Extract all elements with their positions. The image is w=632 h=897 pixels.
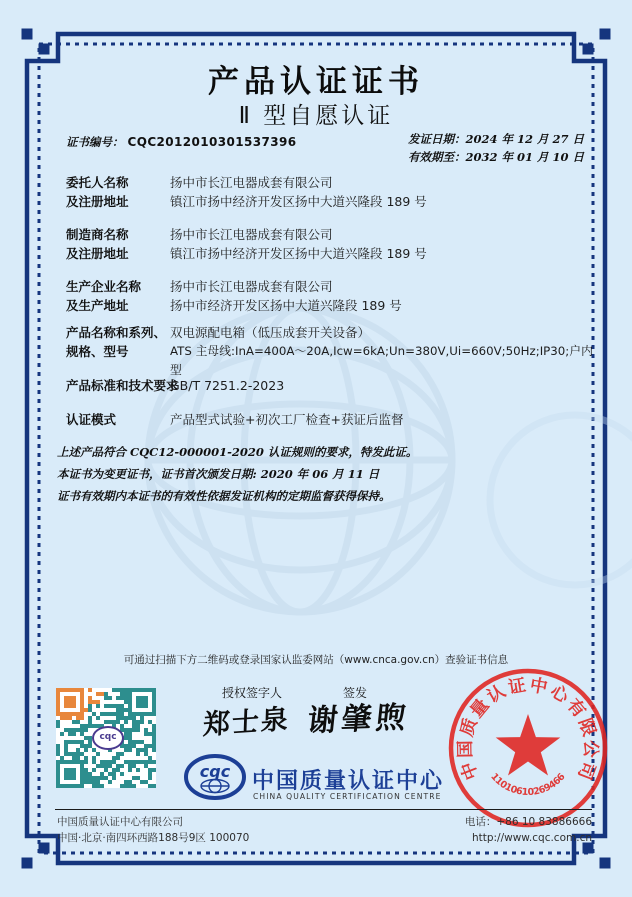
field-label: 委托人名称 (66, 175, 129, 190)
field-label: 及注册地址 (66, 194, 129, 209)
certificate-title: 产品认证证书 (208, 64, 424, 100)
field-label: 产品标准和技术要求 (66, 378, 179, 393)
field-label: 产品名称和系列、 (66, 325, 167, 340)
signatory-signature: 郑士泉 (202, 703, 291, 742)
footer-address: 中国·北京·南四环西路188号9区 100070 (57, 832, 250, 844)
certificate-subtitle: Ⅱ 型自愿认证 (238, 103, 394, 129)
field-label: 规格、型号 (66, 344, 129, 359)
field-label: 生产企业名称 (66, 279, 142, 294)
field-label: 及生产地址 (66, 298, 129, 313)
qr-verification-note: 可通过扫描下方二维码或登录国家认监委网站（www.cnca.gov.cn）查验证书信息 (123, 654, 509, 666)
statement-line: 证书有效期内本证书的有效性依据发证机构的定期监督获得保持。 (57, 489, 391, 503)
footer-phone: 电话：+86 10 83886666 (464, 816, 592, 828)
signatory-label: 授权签字人 (222, 686, 283, 700)
footer-left (57, 814, 249, 846)
field-value: 扬中市长江电器成套有限公司 (170, 227, 333, 242)
footer-divider (55, 809, 592, 810)
field-label: 及注册地址 (66, 246, 129, 261)
field-value: GB/T 7251.2-2023 (170, 378, 285, 393)
footer-website: http://www.cqc.com.cn (471, 832, 592, 844)
issuer-signature: 谢肇煦 (305, 700, 412, 739)
expiry-date-label: 有效期至： (408, 149, 466, 164)
org-name-en: CHINA QUALITY CERTIFICATION CENTRE (253, 792, 442, 801)
issue-date: 2024 年 12 月 27 日 (465, 132, 585, 146)
issuer-label: 签发 (343, 686, 368, 700)
certificate-number: CQC2012010301537396 (127, 135, 297, 149)
field-value: 产品型式试验+初次工厂检查+获证后监督 (170, 412, 404, 427)
field-value: 扬中市长江电器成套有限公司 (170, 175, 333, 190)
footer-right (465, 814, 592, 846)
issue-date-label: 发证日期： (408, 132, 466, 146)
certificate-number-label: 证书编号： (66, 135, 124, 149)
qr-center-logo-icon: cqc (92, 726, 124, 750)
expiry-date: 2032 年 01 月 10 日 (465, 149, 585, 164)
seal-number: 11010610269466 (488, 771, 568, 799)
seal-ring-text: 中国质量认证中心有限公司 (455, 675, 601, 783)
field-value: ATS 主母线:InA=400A～20A,Icw=6kA;Un=380V,Ui=660V;50Hz;IP30;户内型 (170, 344, 593, 377)
org-name-cn: 中国质量认证中心 (252, 769, 445, 794)
field-value: 镇江市扬中经济开发区扬中大道兴隆段 189 号 (170, 246, 427, 261)
field-label: 制造商名称 (66, 227, 129, 242)
field-value: 扬中市长江电器成套有限公司 (170, 279, 333, 294)
svg-text:cqc: cqc (199, 762, 231, 781)
field-value: 镇江市扬中经济开发区扬中大道兴隆段 189 号 (170, 194, 427, 209)
field-value: 扬中市经济开发区扬中大道兴隆段 189 号 (170, 298, 402, 313)
statement-line: 本证书为变更证书，证书首次颁发日期: 2020 年 06 月 11 日 (57, 467, 380, 481)
footer-company: 中国质量认证中心有限公司 (57, 816, 183, 828)
field-value: 双电源配电箱（低压成套开关设备） (170, 325, 371, 340)
field-label: 认证模式 (66, 412, 117, 427)
svg-text:11010610269466 (488, 771, 568, 798)
statement-line: 上述产品符合 CQC12-000001-2020 认证规则的要求，特发此证。 (57, 445, 418, 459)
